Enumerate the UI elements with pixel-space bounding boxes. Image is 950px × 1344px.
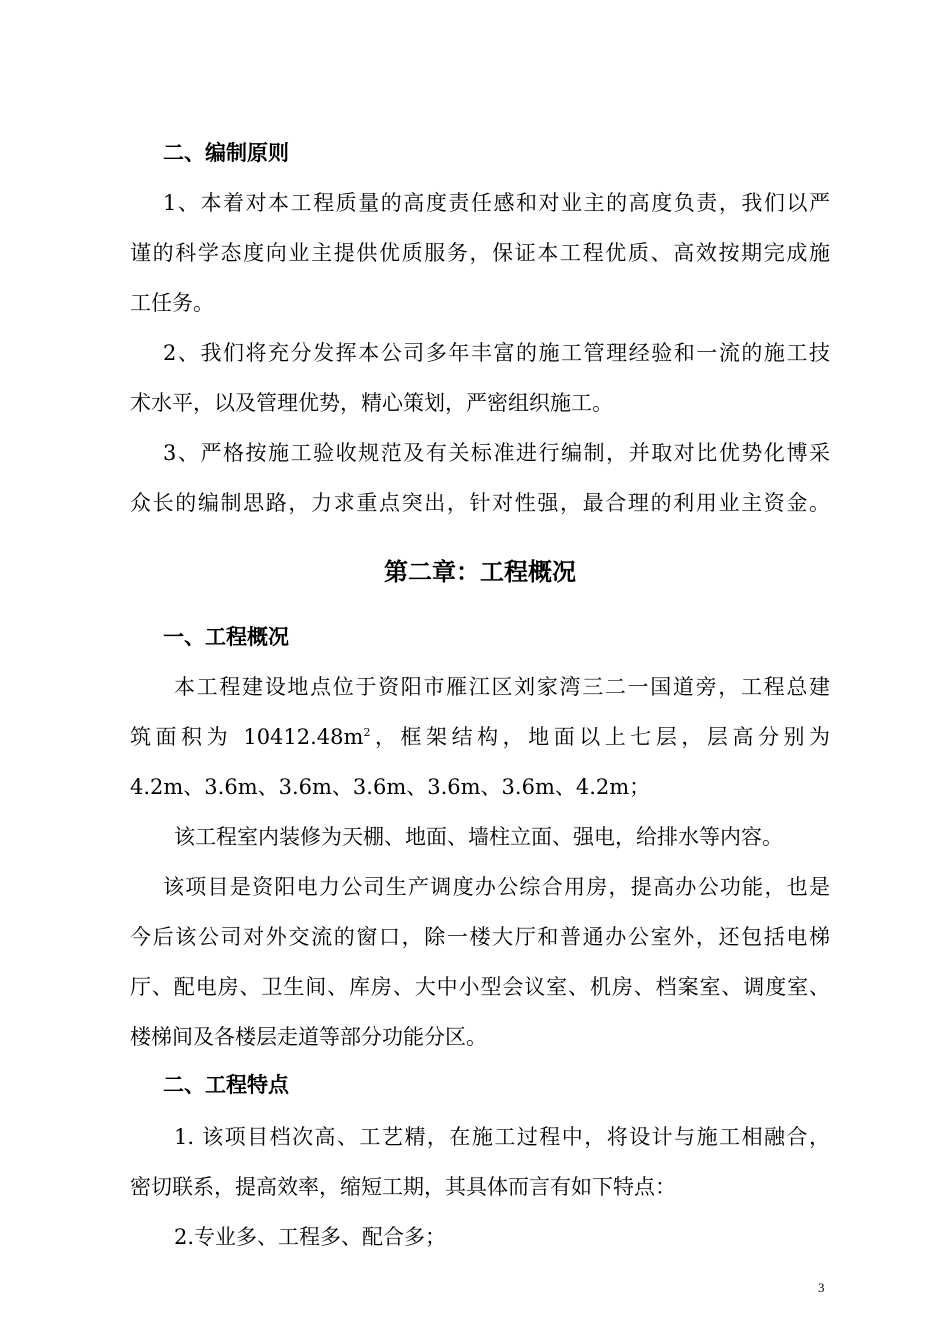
superscript: 2	[363, 726, 371, 739]
paragraph-line: 谨的科学态度向业主提供优质服务，保证本工程优质、高效按期完成施	[130, 241, 830, 265]
paragraph-line: 1. 该项目档次高、工艺精，在施工过程中，将设计与施工相融合，	[174, 1125, 830, 1149]
paragraph-line: 众长的编制思路，力求重点突出，针对性强，最合理的利用业主资金。	[130, 491, 830, 515]
paragraph-line: 术水平，以及管理优势，精心策划，严密组织施工。	[130, 391, 613, 415]
section-heading-principles: 二、编制原则	[163, 141, 289, 165]
section-heading-features: 二、工程特点	[163, 1073, 289, 1097]
page-number: 3	[818, 1280, 825, 1295]
paragraph-line: 厅、配电房、卫生间、库房、大中小型会议室、机房、档案室、调度室、	[130, 975, 830, 999]
paragraph-line: 本工程建设地点位于资阳市雁江区刘家湾三二一国道旁，工程总建	[174, 675, 830, 699]
paragraph-line: 2、我们将充分发挥本公司多年丰富的施工管理经验和一流的施工技	[163, 341, 830, 365]
paragraph-line	[130, 722, 830, 752]
paragraph-line: 1、本着对本工程质量的高度责任感和对业主的高度负责，我们以严	[163, 191, 830, 215]
paragraph-line: 今后该公司对外交流的窗口，除一楼大厅和普通办公室外，还包括电梯	[130, 925, 830, 949]
text-run: ，框架结构，地面以上七层，层高分别为	[370, 725, 831, 749]
paragraph-line: 3、严格按施工验收规范及有关标准进行编制，并取对比优势化博采	[163, 441, 830, 465]
paragraph-line: 2.专业多、工程多、配合多；	[174, 1225, 447, 1249]
paragraph-line: 该工程室内装修为天棚、地面、墙柱立面、强电，给排水等内容。	[174, 825, 783, 849]
section-heading-overview: 一、工程概况	[163, 625, 289, 649]
chapter-title: 第二章：工程概况	[384, 558, 576, 586]
paragraph-line: 工任务。	[130, 291, 214, 315]
paragraph-line: 密切联系，提高效率，缩短工期，其具体而言有如下特点：	[130, 1175, 676, 1199]
text-run: 筑面积为 10412.48m	[130, 725, 364, 749]
paragraph-line: 楼梯间及各楼层走道等部分功能分区。	[130, 1025, 487, 1049]
paragraph-line: 该项目是资阳电力公司生产调度办公综合用房，提高办公功能，也是	[163, 875, 830, 899]
paragraph-line: 4.2m、3.6m、3.6m、3.6m、3.6m、3.6m、4.2m；	[130, 775, 651, 799]
